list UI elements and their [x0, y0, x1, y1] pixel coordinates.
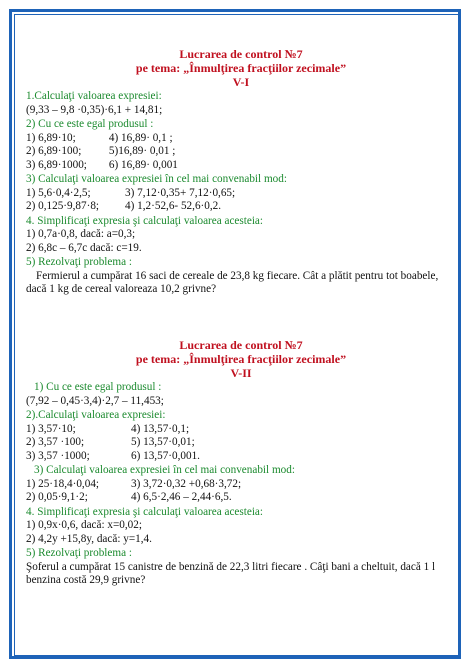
word-problem: Fermierul a cumpărat 16 saci de cereale de 23,8 kg fiecare. Cât a plătit pentru tot boabele, dacă 1 kg de cereal valoreaza 10,2 grivne?	[26, 269, 439, 295]
question-title: 2).Calculaţi valoarea expresiei:	[26, 409, 166, 421]
exercise-grid	[26, 478, 456, 505]
exercise-item: 3) 3,72·0,32 +0,68·3,72;	[131, 477, 242, 490]
question-title: 5) Rezolvaţi problema :	[26, 547, 132, 559]
exercise-item: 5) 13,57·0,01;	[131, 436, 195, 448]
question-title: 4. Simplificaţi expresia şi calculaţi valoarea acesteia:	[26, 214, 264, 227]
test-title: Lucrarea de control №7	[179, 47, 303, 61]
exercise-item: 3) 6,89·1000;	[26, 158, 87, 171]
exercise-item: 2) 6,8c – 6,7c dacă: c=19.	[26, 241, 142, 254]
exercise-item: 2) 3,57 ·100;	[26, 436, 85, 448]
variant-2	[26, 338, 456, 588]
exercise-item: 3) 3,57 ·1000;	[26, 449, 90, 462]
test-title: Lucrarea de control №7	[179, 338, 303, 352]
variant-1	[26, 47, 456, 297]
question-title: 5) Rezolvaţi problema :	[26, 256, 132, 268]
question-2	[26, 409, 456, 463]
question-3	[26, 173, 456, 214]
question-title: 3) Calculaţi valoarea expresiei în cel mai convenabil mod:	[26, 173, 287, 185]
question-1	[26, 381, 456, 408]
exercise-grid	[26, 187, 456, 214]
exercise-item: 6) 16,89· 0,001	[108, 158, 178, 171]
exercise-item: 1) 0,7a·0,8, dacă: a=0,3;	[26, 228, 136, 240]
exercise-item: 1) 6,89·10;	[26, 131, 76, 144]
question-2	[26, 118, 456, 172]
question-5	[26, 256, 456, 297]
question-5	[26, 547, 456, 588]
exercise-item: 2) 4,2y +15,8y, dacă: y=1,4.	[26, 532, 152, 545]
exercise-item: 4) 6,5·2,46 – 2,44·6,5.	[131, 491, 232, 503]
variant-label: V-II	[230, 366, 252, 380]
question-title: 2) Cu ce este egal produsul :	[26, 118, 154, 130]
question-4	[26, 506, 456, 547]
exercise-item: 4) 1,2·52,6- 52,6·0,2.	[125, 200, 222, 212]
exercise-item: 4) 13,57·0,1;	[131, 422, 190, 435]
expression: (7,92 – 0,45·3,4)·2,7 – 11,453;	[26, 394, 164, 407]
exercise-item: 2) 6,89·100;	[26, 145, 82, 157]
exercise-item: 1) 0,9x·0,6, dacă: x=0,02;	[26, 519, 142, 531]
test-topic: pe tema: „Înmulţirea fracţiilor zecimale”	[135, 352, 347, 366]
question-title: 1) Cu ce este egal produsul :	[34, 381, 162, 393]
test-topic: pe tema: „Înmulţirea fracţiilor zecimale”	[135, 61, 347, 75]
exercise-grid	[26, 423, 456, 464]
expression: (9,33 – 9,8 ·0,35)·6,1 + 14,81;	[26, 103, 163, 116]
exercise-grid	[26, 132, 456, 173]
exercise-item: 1) 25·18,4·0,04;	[26, 477, 100, 490]
exercise-item: 1) 3,57·10;	[26, 422, 76, 435]
question-title: 4. Simplificaţi expresia şi calculaţi valoarea acesteia:	[26, 505, 264, 518]
word-problem: Şoferul a cumpărat 15 canistre de benzină de 22,3 litri fiecare . Câţi bani a cheltuit, dacă 1 l benzina costă 29,9 grivne?	[26, 560, 436, 586]
exercise-item: 3) 7,12·0,35+ 7,12·0,65;	[125, 186, 236, 199]
question-1	[26, 90, 456, 117]
exercise-item: 1) 5,6·0,4·2,5;	[26, 186, 91, 199]
exercise-item: 6) 13,57·0,001.	[131, 449, 200, 462]
question-title: 3) Calculaţi valoarea expresiei în cel mai convenabil mod:	[34, 464, 295, 476]
variant-label: V-I	[232, 75, 250, 89]
exercise-item: 2) 0,05·9,1·2;	[26, 491, 88, 503]
question-4	[26, 215, 456, 256]
exercise-item: 2) 0,125·9,87·8;	[26, 200, 100, 212]
question-title: 1.Calculaţi valoarea expresiei:	[26, 90, 162, 102]
question-3	[26, 464, 456, 505]
exercise-item: 5)16,89· 0,01 ;	[108, 145, 176, 157]
exercise-item: 4) 16,89· 0,1 ;	[108, 131, 173, 144]
